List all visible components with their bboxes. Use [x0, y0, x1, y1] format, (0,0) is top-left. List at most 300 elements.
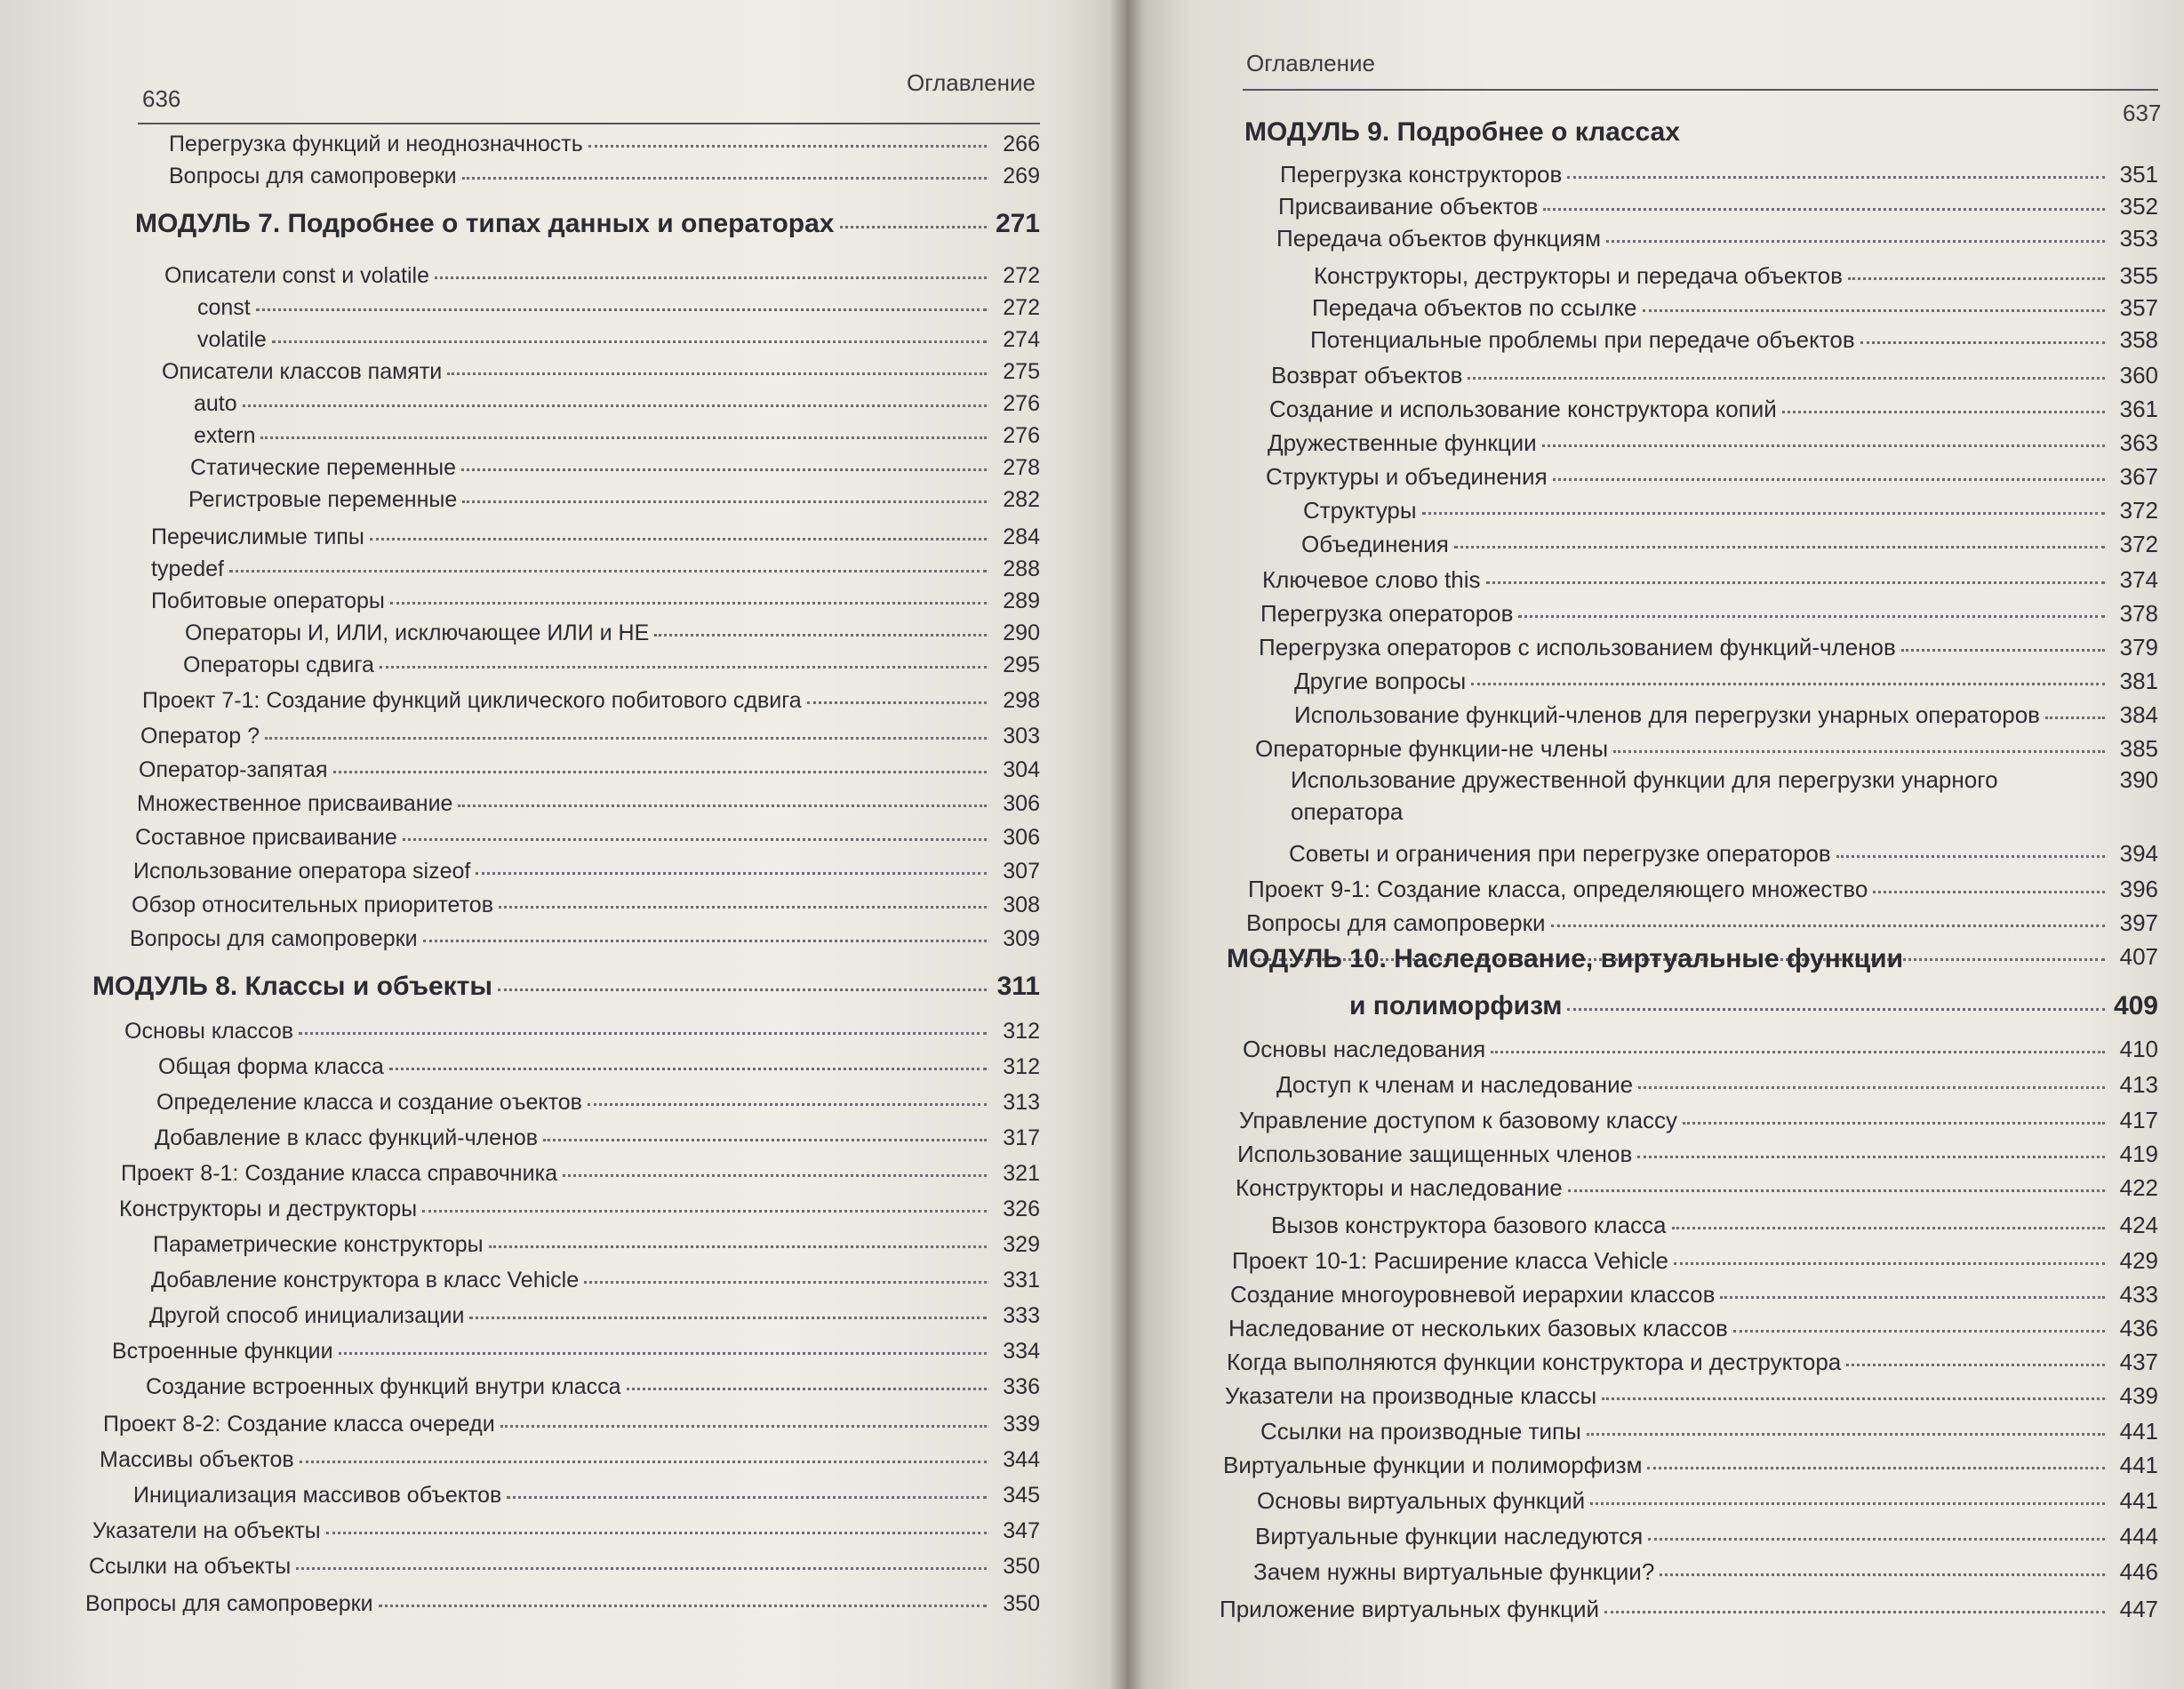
toc-entry-title: Массивы объектов — [100, 1447, 294, 1472]
toc-page-number: 351 — [2119, 161, 2158, 188]
toc-entry-title: Операторы сдвига — [183, 652, 374, 677]
toc-entry — [92, 1513, 1040, 1544]
toc-entry-title: Конструкторы и наследование — [1236, 1174, 1563, 1201]
toc-entry — [1266, 459, 2158, 491]
toc-entry-title: Проект 7-1: Создание функций циклического побитового сдвига — [142, 688, 802, 713]
right-running-title: Оглавление — [1246, 50, 1375, 76]
toc-page-number: 353 — [2119, 225, 2158, 252]
toc-entry-title: Советы и ограничения при перегрузке операторов — [1289, 840, 1831, 867]
toc-entry-title: Проект 8-1: Создание класса справочника — [121, 1161, 557, 1186]
toc-entry — [1276, 1067, 2158, 1099]
toc-entry-title: Основы виртуальных функций — [1257, 1487, 1586, 1514]
toc-module-heading — [1227, 944, 2158, 974]
toc-entry-title: Ссылки на объекты — [89, 1554, 292, 1579]
toc-page-number: 357 — [2119, 294, 2158, 321]
right-toc — [1127, 0, 2184, 1689]
toc-entry-title: Конструкторы, деструкторы и передача объектов — [1314, 262, 1843, 289]
toc-entry-title: Общая форма класса — [158, 1054, 384, 1079]
toc-dot-leader — [339, 1330, 987, 1355]
toc-page-number: 444 — [2119, 1523, 2158, 1549]
toc-dot-leader — [654, 612, 987, 636]
toc-dot-leader — [507, 1474, 987, 1499]
toc-entry-title: volatile — [197, 327, 267, 352]
toc-entry-title: Конструкторы и деструкторы — [119, 1197, 418, 1221]
toc-dot-leader — [379, 1582, 987, 1607]
toc-dot-leader — [1602, 1374, 2105, 1400]
toc-dot-leader — [461, 446, 987, 471]
toc-entry — [130, 921, 1040, 952]
toc-page-number: 396 — [2119, 876, 2158, 902]
toc-entry-title: Использование функций-членов для перегрузки унарных операторов — [1294, 701, 2040, 728]
toc-entry — [1314, 258, 2158, 290]
toc-entry — [1243, 1031, 2158, 1063]
toc-dot-leader — [1468, 354, 2105, 380]
toc-page-number: 276 — [1003, 423, 1040, 448]
toc-page-number: 313 — [1003, 1090, 1040, 1115]
toc-dot-leader — [499, 884, 987, 909]
toc-page-number: 275 — [1003, 359, 1040, 384]
toc-dot-leader — [1638, 1063, 2105, 1089]
toc-page-number: 331 — [1003, 1268, 1040, 1293]
toc-dot-leader — [272, 318, 987, 343]
toc-entry — [1237, 1136, 2158, 1168]
toc-dot-leader — [1454, 523, 2105, 548]
toc-entry — [1291, 798, 2158, 826]
toc-page-number: 295 — [1003, 652, 1040, 677]
toc-page-number: 417 — [2119, 1107, 2158, 1133]
toc-dot-leader — [627, 1365, 987, 1390]
toc-entry-title: const — [197, 295, 251, 320]
toc-dot-leader — [1471, 660, 2105, 685]
toc-entry — [133, 853, 1040, 885]
toc-entry-title: Основы наследования — [1243, 1036, 1486, 1062]
left-running-title: Оглавление — [907, 69, 1036, 96]
toc-entry-title: Оператор ? — [140, 724, 260, 748]
toc-dot-leader — [469, 1294, 987, 1319]
toc-entry-title: Приложение виртуальных функций — [1220, 1596, 1600, 1622]
toc-page-number: 306 — [1003, 791, 1040, 816]
toc-page-number: 298 — [1003, 688, 1040, 713]
toc-entry — [1259, 629, 2158, 661]
toc-dot-leader — [1901, 626, 2105, 652]
toc-module-heading — [135, 203, 1040, 239]
toc-dot-leader — [260, 414, 987, 439]
toc-page-number: 385 — [2119, 735, 2158, 762]
toc-entry — [1276, 220, 2158, 252]
toc-dot-leader — [422, 1188, 987, 1213]
toc-entry-title: Обзор относительных приоритетов — [132, 893, 493, 917]
toc-dot-leader — [370, 516, 987, 540]
toc-entry — [1268, 425, 2158, 457]
toc-entry — [1278, 188, 2158, 220]
toc-entry-title: Добавление в класс функций-членов — [155, 1125, 539, 1150]
toc-dot-leader — [390, 580, 987, 604]
toc-dot-leader — [1848, 254, 2105, 280]
toc-dot-leader — [1647, 1444, 2105, 1469]
toc-dot-leader — [1720, 1273, 2105, 1299]
toc-entry-title: Описатели const и volatile — [164, 263, 429, 288]
toc-entry-title: оператора — [1291, 798, 1404, 825]
toc-page-number: 269 — [1003, 164, 1040, 188]
toc-entry — [124, 1013, 1040, 1045]
toc-entry-title: Перегрузка операторов с использованием функций-членов — [1259, 634, 1896, 660]
toc-entry — [183, 647, 1040, 678]
toc-dot-leader — [1660, 1550, 2105, 1576]
toc-entry — [151, 1262, 1040, 1293]
toc-page-number: 441 — [2119, 1487, 2158, 1514]
toc-dot-leader — [380, 644, 987, 668]
toc-page-number: 321 — [1003, 1161, 1040, 1186]
toc-entry-title: Описатели классов памяти — [162, 359, 443, 384]
toc-dot-leader — [243, 382, 987, 407]
toc-entry — [1294, 663, 2158, 695]
toc-entry-title: Перечислимые типы — [151, 524, 364, 549]
toc-entry — [151, 583, 1040, 614]
toc-page-number: 446 — [2119, 1558, 2158, 1585]
toc-dot-leader — [1542, 421, 2105, 447]
toc-dot-leader — [435, 254, 987, 279]
toc-page-number: 352 — [2119, 193, 2158, 220]
toc-page-number: 409 — [2113, 991, 2158, 1021]
toc-page-number: 278 — [1003, 455, 1040, 480]
toc-dot-leader — [1846, 1341, 2105, 1366]
toc-entry-title: Операторы И, ИЛИ, исключающее ИЛИ и НЕ — [185, 620, 650, 645]
toc-entry-title: Наследование от нескольких базовых классов — [1228, 1315, 1728, 1341]
toc-entry — [1289, 836, 2158, 868]
toc-dot-leader — [1860, 318, 2105, 344]
toc-entry-title: Проект 10-1: Расширение класса Vehicle — [1232, 1247, 1668, 1274]
toc-entry-title: Когда выполняются функции конструктора и деструктора — [1227, 1349, 1842, 1375]
toc-dot-leader — [1422, 489, 2105, 515]
toc-page-number: 372 — [2119, 531, 2158, 557]
right-page-number: 637 — [2123, 100, 2162, 126]
toc-dot-leader — [498, 962, 987, 991]
toc-page-number: 334 — [1003, 1339, 1040, 1364]
toc-entry-title: Вопросы для самопроверки — [130, 926, 418, 951]
toc-entry-title: Присваивание объектов — [1278, 193, 1539, 220]
toc-entry — [133, 1477, 1040, 1509]
toc-entry-title: Вопросы для самопроверки — [169, 164, 457, 188]
toc-entry-title: Другой способ инициализации — [149, 1303, 465, 1328]
toc-dot-leader — [1604, 1588, 2105, 1613]
toc-entry-title: Перегрузка операторов — [1260, 600, 1514, 627]
toc-dot-leader — [256, 286, 987, 311]
toc-page-number: 363 — [2119, 429, 2158, 456]
toc-entry-title: Проект 9-1: Создание класса, определяющего множество — [1248, 876, 1868, 902]
toc-entry-title: Ключевое слово this — [1262, 566, 1481, 593]
toc-page-number: 266 — [1003, 132, 1040, 156]
toc-page-number: 271 — [995, 209, 1040, 238]
right-page — [1127, 0, 2184, 1689]
toc-entry-title: Регистровые переменные — [188, 487, 458, 512]
toc-entry-title: Статические переменные — [190, 455, 456, 480]
toc-entry-title: Объединения — [1301, 531, 1449, 557]
toc-page-number: 308 — [1003, 893, 1040, 917]
toc-dot-leader — [1782, 388, 2105, 413]
toc-page-number: 424 — [2119, 1212, 2158, 1238]
toc-entry — [1230, 1277, 2158, 1309]
toc-entry — [151, 551, 1040, 582]
toc-page-number: 312 — [1003, 1019, 1040, 1044]
toc-dot-leader — [543, 1117, 987, 1141]
toc-module-heading — [92, 965, 1040, 1002]
toc-entry — [1246, 905, 2158, 937]
toc-entry-title: Инициализация массивов объектов — [133, 1483, 502, 1508]
toc-entry-title: Другие вопросы — [1294, 668, 1467, 694]
toc-entry — [132, 887, 1040, 918]
toc-page-number: 317 — [1003, 1125, 1040, 1150]
toc-dot-leader — [1567, 153, 2105, 179]
toc-entry-title: МОДУЛЬ 7. Подробнее о типах данных и операторах — [135, 209, 835, 238]
toc-dot-leader — [1836, 832, 2105, 858]
toc-entry-title: Доступ к членам и наследование — [1276, 1071, 1634, 1098]
toc-page-number: 333 — [1003, 1303, 1040, 1328]
toc-entry — [1294, 697, 2158, 729]
toc-page-number: 447 — [2119, 1596, 2158, 1622]
toc-page-number: 361 — [2119, 396, 2158, 422]
toc-dot-leader — [1873, 868, 2105, 893]
toc-page-number: 339 — [1003, 1412, 1040, 1437]
toc-page-number: 326 — [1003, 1197, 1040, 1221]
toc-entry — [1236, 1170, 2158, 1202]
toc-dot-leader — [333, 748, 988, 773]
toc-entry-title: Указатели на объекты — [92, 1518, 321, 1543]
toc-page-number: 329 — [1003, 1232, 1040, 1257]
book-gutter — [1109, 0, 1145, 1689]
toc-entry-title: Создание и использование конструктора копий — [1269, 396, 1777, 422]
toc-entry — [162, 354, 1040, 385]
toc-entry-title: Возврат объектов — [1271, 362, 1463, 388]
toc-module-heading — [1244, 117, 2158, 148]
toc-entry — [158, 1049, 1040, 1080]
toc-entry — [164, 258, 1040, 289]
toc-dot-leader — [1567, 981, 2105, 1011]
toc-entry — [1228, 1310, 2158, 1342]
toc-entry — [140, 718, 1040, 749]
toc-entry — [1239, 1102, 2158, 1134]
toc-page-number: 309 — [1003, 926, 1040, 951]
toc-entry — [1303, 492, 2158, 524]
toc-page-number: 288 — [1003, 556, 1040, 581]
toc-entry — [1253, 1554, 2158, 1586]
toc-entry — [188, 482, 1040, 513]
toc-dot-leader — [1733, 1307, 2105, 1333]
toc-page-number: 274 — [1003, 327, 1040, 352]
toc-entry-title: typedef — [151, 556, 225, 581]
toc-entry — [149, 1298, 1040, 1329]
toc-page-number: 397 — [2119, 909, 2158, 936]
toc-dot-leader — [300, 1438, 987, 1463]
toc-page-number: 367 — [2119, 463, 2158, 490]
toc-dot-leader — [265, 715, 987, 740]
toc-page-number: 303 — [1003, 724, 1040, 748]
toc-entry-title: Использование защищенных членов — [1237, 1141, 1633, 1167]
toc-page-number: 276 — [1003, 391, 1040, 416]
toc-dot-leader — [1683, 1099, 2105, 1125]
toc-entry — [1271, 357, 2158, 389]
toc-dot-leader — [462, 155, 987, 180]
toc-page-number: 441 — [2119, 1418, 2158, 1445]
toc-dot-leader — [584, 1259, 987, 1284]
toc-entry-title: Зачем нужны виртуальные функции? — [1253, 1558, 1655, 1585]
toc-entry-title: Передача объектов по ссылке — [1312, 294, 1637, 321]
toc-page-number: 407 — [2119, 943, 2158, 970]
toc-dot-leader — [1551, 901, 2106, 927]
toc-entry-title: Ссылки на производные типы — [1260, 1418, 1581, 1445]
toc-dot-leader — [1648, 1515, 2105, 1541]
toc-dot-leader — [1568, 1166, 2105, 1192]
toc-dot-leader — [588, 1081, 987, 1106]
toc-dot-leader — [1613, 727, 2105, 753]
toc-entry — [1223, 1447, 2158, 1479]
toc-page-number: 413 — [2119, 1071, 2158, 1098]
toc-dot-leader — [462, 478, 987, 503]
toc-dot-leader — [1491, 1028, 2105, 1053]
toc-entry-title: Основы классов — [124, 1019, 294, 1044]
toc-entry — [85, 1586, 1040, 1617]
toc-dot-leader — [229, 548, 987, 572]
toc-entry — [1255, 1518, 2158, 1550]
toc-entry-title: Дружественные функции — [1268, 429, 1537, 456]
toc-page-number: 384 — [2119, 701, 2158, 728]
toc-entry — [1291, 766, 2158, 794]
toc-entry — [142, 683, 1040, 714]
toc-entry-title: Добавление конструктора в класс Vehicle — [151, 1268, 580, 1293]
toc-page-number: 336 — [1003, 1374, 1040, 1399]
toc-page-number: 347 — [1003, 1518, 1040, 1543]
toc-entry — [112, 1333, 1040, 1365]
toc-entry — [89, 1549, 1040, 1580]
toc-dot-leader — [1543, 185, 2105, 211]
toc-entry-title: auto — [194, 391, 237, 416]
toc-page-number: 419 — [2119, 1141, 2158, 1167]
toc-entry — [155, 1120, 1040, 1151]
toc-entry-title: Вопросы для самопроверки — [85, 1591, 373, 1616]
toc-page-number: 312 — [1003, 1054, 1040, 1079]
toc-entry — [1255, 731, 2158, 763]
toc-page-number: 358 — [2119, 326, 2158, 353]
toc-dot-leader — [1518, 592, 2105, 618]
toc-dot-leader — [1637, 1133, 2105, 1158]
toc-page-number: 390 — [2119, 766, 2158, 793]
toc-entry-title: Виртуальные функции и полиморфизм — [1223, 1452, 1643, 1478]
toc-page-number: 284 — [1003, 524, 1040, 549]
toc-entry-title: МОДУЛЬ 10. Наследование, виртуальные функции — [1227, 944, 1904, 973]
toc-page-number: 379 — [2119, 634, 2158, 660]
toc-page-number: 439 — [2119, 1382, 2158, 1409]
toc-entry — [190, 450, 1040, 481]
toc-entry-title: Определение класса и создание оъектов — [156, 1090, 582, 1115]
toc-entry-title: Структуры и объединения — [1266, 463, 1548, 490]
toc-dot-leader — [1643, 286, 2105, 312]
toc-dot-leader — [299, 1010, 987, 1035]
toc-entry-title: Операторные функции-не члены — [1255, 735, 1609, 762]
toc-entry-title: Составное присваивание — [135, 825, 397, 850]
toc-page-number: 360 — [2119, 362, 2158, 388]
toc-dot-leader — [447, 350, 987, 375]
toc-dot-leader — [489, 1223, 987, 1248]
toc-entry — [1220, 1591, 2158, 1623]
toc-dot-leader — [1486, 558, 2105, 584]
toc-entry — [194, 418, 1040, 449]
toc-dot-leader — [423, 917, 987, 942]
toc-page-number: 441 — [2119, 1452, 2158, 1478]
toc-page-number: 289 — [1003, 588, 1040, 613]
toc-entry-title: Параметрические конструкторы — [153, 1232, 484, 1257]
toc-entry — [1260, 1413, 2158, 1445]
toc-entry-title: МОДУЛЬ 9. Подробнее о классах — [1244, 117, 1680, 147]
toc-page-number: 394 — [2119, 840, 2158, 867]
toc-entry — [194, 386, 1040, 417]
toc-entry — [1312, 290, 2158, 322]
toc-dot-leader — [563, 1152, 987, 1177]
toc-page-number: 410 — [2119, 1036, 2158, 1062]
toc-module-heading — [1349, 985, 2158, 1021]
toc-page-number: 378 — [2119, 600, 2158, 627]
toc-entry-title: МОДУЛЬ 8. Классы и объекты — [92, 972, 492, 1001]
toc-dot-leader — [588, 123, 987, 148]
toc-page-number: 345 — [1003, 1483, 1040, 1508]
toc-entry — [1269, 391, 2158, 423]
toc-entry — [1301, 526, 2158, 558]
toc-entry-title: Использование оператора sizeof — [133, 859, 471, 884]
toc-entry — [1280, 156, 2158, 188]
toc-page-number: 307 — [1003, 859, 1040, 884]
toc-entry-title: Указатели на производные классы — [1225, 1382, 1597, 1409]
toc-entry — [1257, 1483, 2158, 1515]
toc-entry — [1227, 1344, 2158, 1376]
toc-dot-leader — [458, 782, 987, 807]
toc-page-number: 344 — [1003, 1447, 1040, 1472]
toc-page-number: 433 — [2119, 1281, 2158, 1308]
toc-entry — [1232, 1243, 2158, 1275]
toc-entry — [169, 158, 1040, 189]
toc-entry-title: Создание многоуровневой иерархии классов — [1230, 1281, 1716, 1308]
left-page-number: 636 — [142, 85, 181, 112]
toc-dot-leader — [1606, 217, 2105, 243]
toc-dot-leader — [1587, 1410, 2105, 1436]
toc-entry-title: Проект 8-2: Создание класса очереди — [103, 1412, 495, 1437]
toc-page-number: 374 — [2119, 566, 2158, 593]
toc-entry — [146, 1369, 1040, 1400]
toc-page-number: 350 — [1003, 1554, 1040, 1579]
toc-page-number: 272 — [1003, 263, 1040, 288]
toc-entry — [1271, 1207, 2158, 1239]
toc-entry — [1310, 322, 2158, 354]
toc-page-number: 311 — [996, 972, 1040, 1001]
toc-page-number: 306 — [1003, 825, 1040, 850]
toc-entry-title: Потенциальные проблемы при передаче объектов — [1310, 326, 1855, 353]
toc-entry — [135, 820, 1040, 851]
toc-page-number: 290 — [1003, 620, 1040, 645]
toc-dot-leader — [1674, 1239, 2105, 1265]
toc-entry — [156, 1085, 1040, 1116]
toc-entry-title: Перегрузка конструкторов — [1280, 161, 1563, 188]
toc-dot-leader — [500, 1403, 987, 1428]
toc-page-number: 372 — [2119, 497, 2158, 524]
toc-dot-leader — [326, 1509, 987, 1534]
toc-dot-leader — [389, 1045, 987, 1070]
toc-page-number: 422 — [2119, 1174, 2158, 1201]
toc-page-number: 272 — [1003, 295, 1040, 320]
toc-entry-title: Передача объектов функциям — [1276, 225, 1601, 252]
toc-entry — [103, 1406, 1040, 1437]
toc-entry — [1262, 562, 2158, 594]
toc-entry-title: Управление доступом к базовому классу — [1239, 1107, 1678, 1133]
toc-page-number: 355 — [2119, 262, 2158, 289]
toc-dot-leader — [476, 850, 987, 875]
toc-page-number: 304 — [1003, 757, 1040, 782]
